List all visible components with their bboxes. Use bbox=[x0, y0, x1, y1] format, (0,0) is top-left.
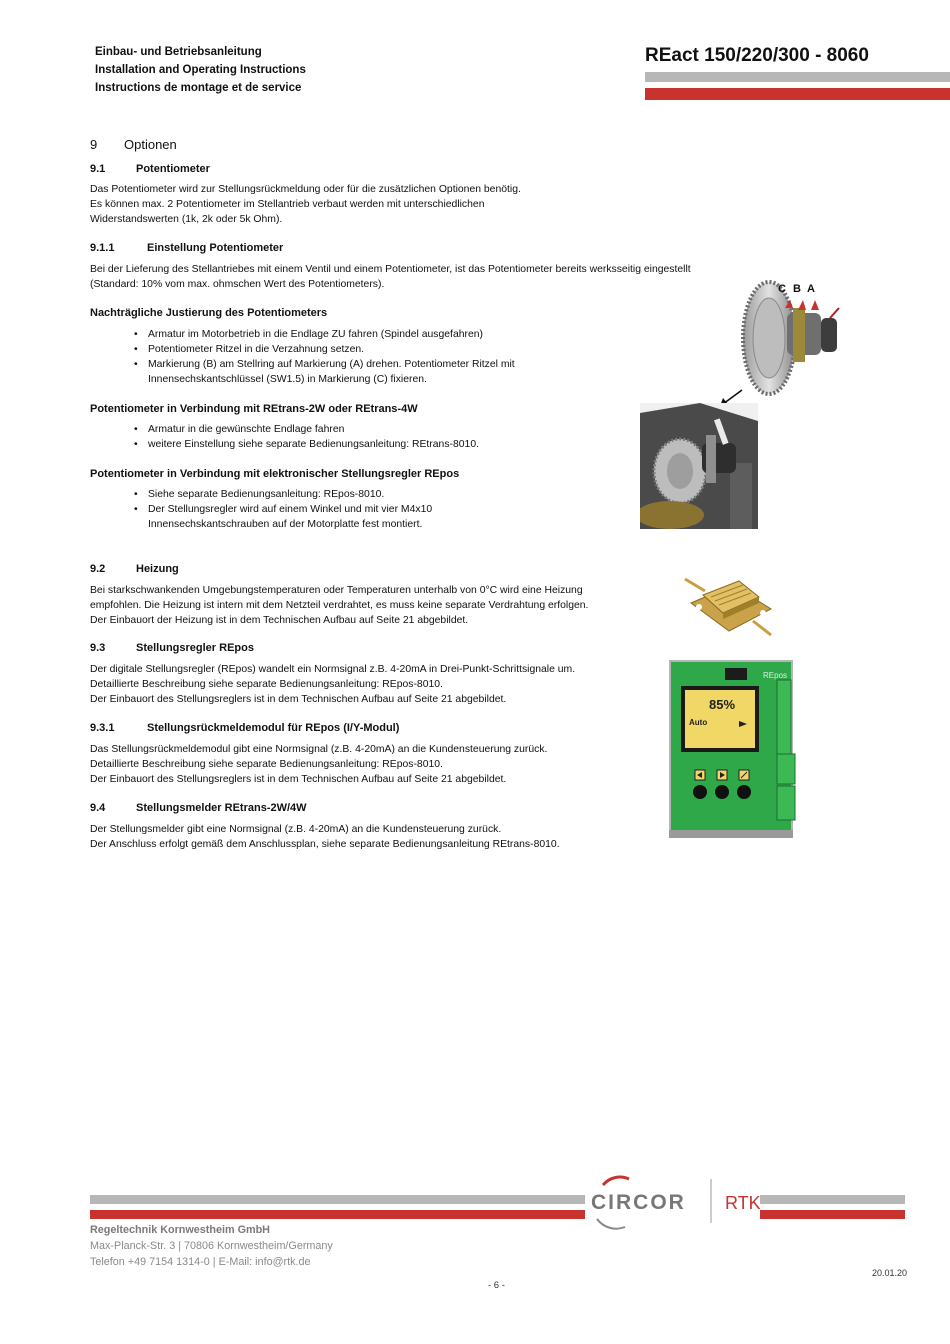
footer-bar-gray-right bbox=[760, 1195, 905, 1204]
circor-swoosh-icon bbox=[603, 1177, 629, 1185]
section-9-2-text: Bei starkschwankenden Umgebungstemperaturen oder Temperaturen unterhalb von 0°C wird eine Heizung empfohlen. Die Heizung ist intern mit dem Netzteil verdrahtet, es muss keine separate Verdrahtung erfolgen. Der Einbauort der Heizung ist in dem Technischen Aufbau auf Seite 21 abgebildet. bbox=[90, 585, 589, 626]
list-item: • Potentiometer Ritzel in die Verzahnung setzen. bbox=[134, 342, 554, 357]
retrans-heading: Potentiometer in Verbindung mit REtrans-2W oder REtrans-4W bbox=[90, 403, 418, 415]
page-number: - 6 - bbox=[488, 1280, 505, 1291]
retrans-list bbox=[134, 422, 594, 452]
footer-company: Regeltechnik Kornwestheim GmbH bbox=[90, 1224, 270, 1236]
repos-display-mode: Auto bbox=[689, 718, 708, 727]
repos-list bbox=[134, 487, 464, 532]
footer-bar-gray bbox=[90, 1195, 585, 1204]
repos-button-2 bbox=[715, 785, 729, 799]
heater-resistor-figure bbox=[683, 573, 775, 641]
justierung-heading: Nachträgliche Justierung des Potentiometers bbox=[90, 307, 328, 319]
footer-contact: Telefon +49 7154 1314-0 | E-Mail: info@rtk.de bbox=[90, 1256, 311, 1268]
circor-logo bbox=[585, 1175, 765, 1231]
circor-logo-text: CIRCOR bbox=[591, 1191, 686, 1214]
repos-brand-label: REpos bbox=[763, 671, 788, 680]
repos-heading: Potentiometer in Verbindung mit elektronischer Stellungsregler REpos bbox=[90, 468, 460, 480]
document-title: REact 150/220/300 - 8060 bbox=[645, 45, 869, 66]
section-9-1-heading: 9.1 Potentiometer bbox=[90, 163, 210, 175]
repos-display-value: 85% bbox=[709, 697, 736, 712]
justierung-list bbox=[134, 327, 554, 387]
section-9-1-text: Das Potentiometer wird zur Stellungsrückmeldung oder für die zusätzlichen Optionen benötig. Es können max. 2 Potentiometer im Stellantrieb verbaut werden mit unterschiedlichen Widerstandswerten (1k, 2k oder 5k Ohm). bbox=[90, 184, 521, 225]
header-line-de: Einbau- und Betriebsanleitung bbox=[95, 46, 262, 58]
section-9-3-1-text: Das Stellungsrückmeldemodul gibt eine Normsignal (z.B. 4-20mA) an die Kundensteuerung zurück. Detaillierte Beschreibung siehe separate Bedienungsanleitung: REpos-8010. Der Einbauort des Stellungsreglers ist in dem Technischen Aufbau auf Seite 21 abgebildet. bbox=[90, 744, 548, 785]
list-item: • Armatur im Motorbetrieb in die Endlage ZU fahren (Spindel ausgefahren) bbox=[134, 327, 554, 342]
section-9-4-text: Der Stellungsmelder gibt eine Normsignal (z.B. 4-20mA) an die Kundensteuerung zurück. Der Anschluss erfolgt gemäß dem Anschlussplan, siehe separate Bedienungsanleitung REtrans-8010. bbox=[90, 824, 560, 850]
footer-company-info bbox=[90, 1222, 333, 1270]
section-9-3-heading: 9.3 Stellungsregler REpos bbox=[90, 642, 254, 654]
list-item: • weitere Einstellung siehe separate Bedienungsanleitung: REtrans-8010. bbox=[134, 437, 594, 452]
header-line-en: Installation and Operating Instructions bbox=[95, 64, 306, 76]
list-item: • Armatur in die gewünschte Endlage fahren bbox=[134, 422, 594, 437]
list-item: • Siehe separate Bedienungsanleitung: REpos-8010. bbox=[134, 487, 464, 502]
list-item: • Markierung (B) am Stellring auf Markierung (A) drehen. Potentiometer Ritzel mit Innensechskantschlüssel (SW1.5) in Markierung (C) fixieren. bbox=[134, 357, 554, 387]
section-9-1-1-text: Bei der Lieferung des Stellantriebes mit einem Ventil und einem Potentiometer, ist das Potentiometer bereits werksseitig eingestellt (Standard: 10% vom max. ohmschen Wert des Potentiometers). bbox=[90, 264, 691, 290]
gear-label-c: C bbox=[778, 283, 786, 295]
section-9-heading: 9 Optionen bbox=[90, 137, 177, 152]
footer-date: 20.01.20 bbox=[872, 1268, 908, 1278]
header bbox=[95, 43, 306, 97]
footer-bar-red-right bbox=[760, 1210, 905, 1219]
section-9-3-text: Der digitale Stellungsregler (REpos) wandelt ein Normsignal z.B. 4-20mA in Drei-Punkt-Schrittsignale um. Detaillierte Beschreibung siehe separate Bedienungsanleitung: REpos-8010. Der Einbauort des Stellungsreglers ist in dem Technischen Aufbau auf Seite 21 abgebildet. bbox=[90, 664, 576, 705]
repos-terminal-top bbox=[777, 680, 791, 754]
header-line-fr: Instructions de montage et de service bbox=[95, 82, 302, 94]
repos-button-1 bbox=[693, 785, 707, 799]
list-item: • Der Stellungsregler wird auf einem Winkel und mit vier M4x10 Innensechskantschrauben auf der Motorplatte fest montiert. bbox=[134, 502, 464, 532]
section-9-1-1-heading: 9.1.1 Einstellung Potentiometer bbox=[90, 242, 284, 254]
header-bar-red bbox=[645, 88, 950, 100]
repos-terminal-bottom bbox=[777, 786, 795, 820]
header-bar-gray bbox=[645, 72, 950, 82]
potentiometer-gear-figure bbox=[735, 278, 847, 398]
rtk-logo-text: RTK bbox=[725, 1193, 761, 1213]
repos-board-figure bbox=[669, 660, 797, 838]
mechanism-photo bbox=[640, 403, 758, 529]
section-9-4-heading: 9.4 Stellungsmelder REtrans-2W/4W bbox=[90, 802, 307, 814]
gear-label-b: B bbox=[793, 283, 801, 295]
section-9-3-1-heading: 9.3.1 Stellungsrückmeldemodul für REpos (I/Y-Modul) bbox=[90, 722, 400, 734]
repos-button-3 bbox=[737, 785, 751, 799]
section-9-2-heading: 9.2 Heizung bbox=[90, 563, 179, 575]
repos-terminal-mid bbox=[777, 754, 795, 784]
marker-arrow-a bbox=[811, 300, 819, 310]
footer-bar-red bbox=[90, 1210, 585, 1219]
footer-address: Max-Planck-Str. 3 | 70806 Kornwestheim/Germany bbox=[90, 1240, 333, 1252]
gear-label-a: A bbox=[807, 283, 815, 295]
marker-arrow-b bbox=[798, 300, 806, 310]
